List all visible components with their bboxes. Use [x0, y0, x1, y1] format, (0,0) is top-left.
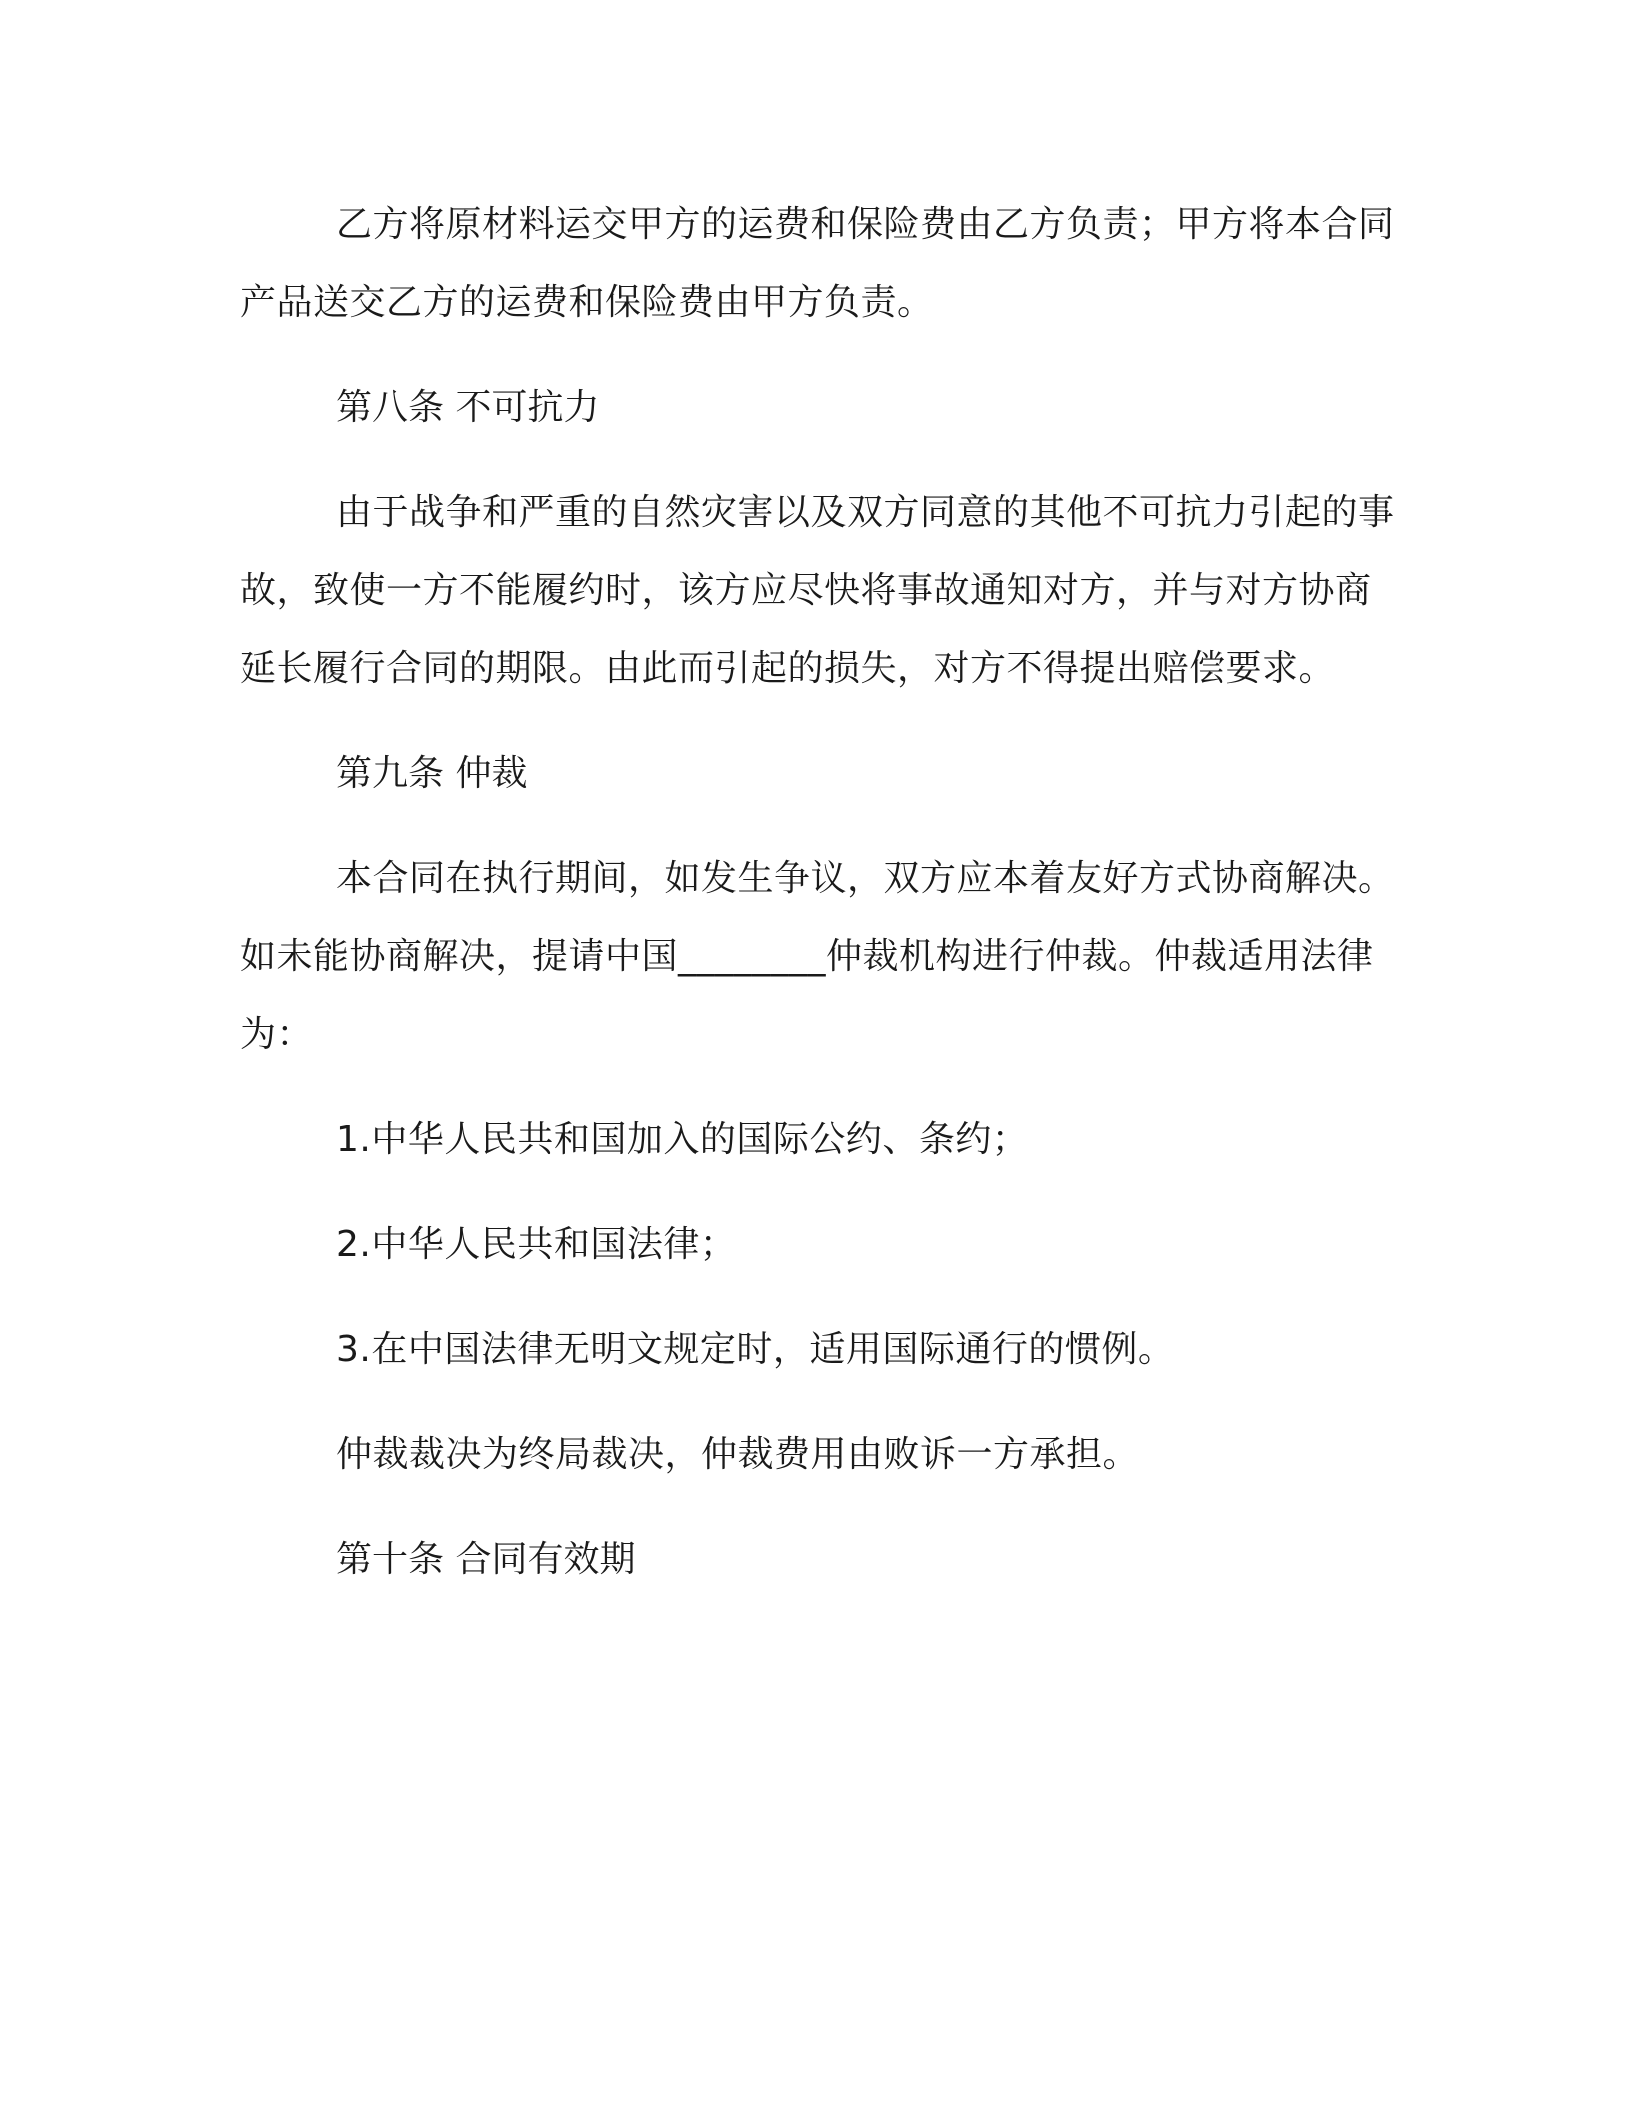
section-heading-arbitration: 第九条 仲裁 — [336, 753, 528, 794]
document-body — [240, 186, 1400, 1626]
list-item-international-conventions: 1.中华人民共和国加入的国际公约、条约； — [336, 1119, 1029, 1160]
section-heading-contract-term: 第十条 合同有效期 — [336, 1539, 636, 1580]
paragraph-arbitration: 本合同在执行期间，如发生争议，双方应本着友好方式协商解决。如未能协商解决，提请中国________仲裁机构进行仲裁。仲裁适用法律为： — [240, 858, 1395, 1055]
paragraph-force-majeure: 由于战争和严重的自然灾害以及双方同意的其他不可抗力引起的事故，致使一方不能履约时，该方应尽快将事故通知对方，并与对方协商延长履行合同的期限。由此而引起的损失，对方不得提出赔偿要求。 — [240, 492, 1395, 689]
list-item-prc-law: 2.中华人民共和国法律； — [336, 1224, 737, 1265]
paragraph-arbitration-award: 仲裁裁决为终局裁决，仲裁费用由败诉一方承担。 — [336, 1434, 1140, 1475]
list-item-international-practice: 3.在中国法律无明文规定时，适用国际通行的惯例。 — [336, 1329, 1175, 1370]
section-heading-force-majeure: 第八条 不可抗力 — [336, 387, 600, 428]
paragraph-freight-insurance: 乙方将原材料运交甲方的运费和保险费由乙方负责；甲方将本合同产品送交乙方的运费和保险费由甲方负责。 — [240, 204, 1395, 323]
